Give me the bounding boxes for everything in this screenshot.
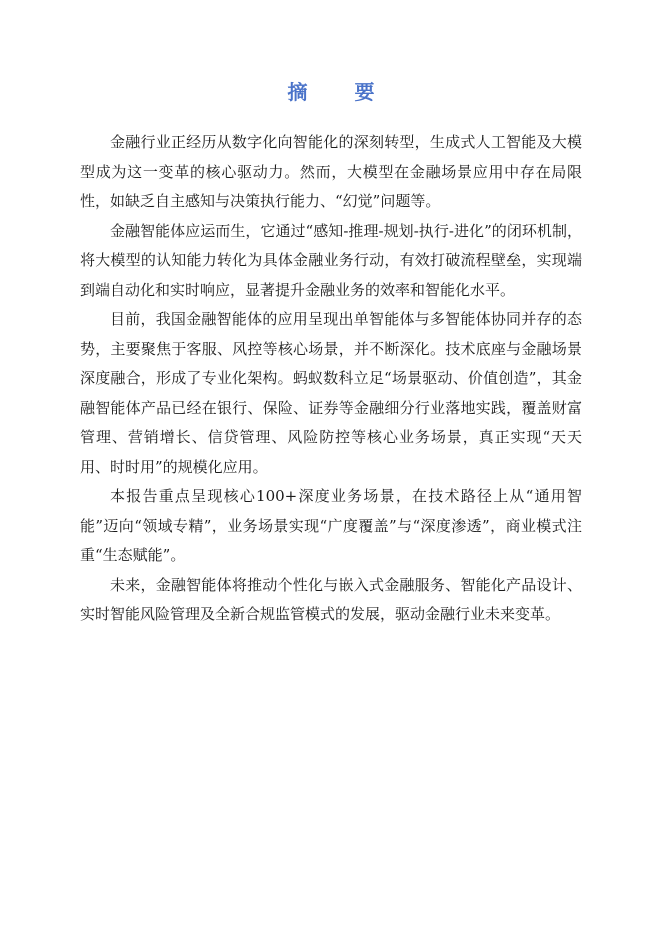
- paragraph-4: 本报告重点呈现核心100+深度业务场景，在技术路径上从“通用智能”迈向“领域专精”，业务场景实现“广度覆盖”与“深度渗透”，商业模式注重“生态赋能”。: [80, 487, 582, 564]
- paragraph-3: 目前，我国金融智能体的应用呈现出单智能体与多智能体协同并存的态势，主要聚焦于客服、风控等核心场景，并不断深化。技术底座与金融场景深度融合，形成了专业化架构。蚂蚁数科立足“场景驱动、价值创造”，其金融智能体产品已经在银行、保险、证券等金融细分行业落地实践，覆盖财富管理、营销增长、信贷管理、风险防控等核心业务场景，真正实现“天天用、时时用”的规模化应用。: [80, 310, 582, 476]
- paragraph-1: 金融行业正经历从数字化向智能化的深刻转型，生成式人工智能及大模型成为这一变革的核心驱动力。然而，大模型在金融场景应用中存在局限性，如缺乏自主感知与决策执行能力、“幻觉”问题等。: [80, 133, 582, 210]
- abstract-body: [80, 128, 582, 630]
- paragraph-2: 金融智能体应运而生，它通过“感知-推理-规划-执行-进化”的闭环机制，将大模型的认知能力转化为具体金融业务行动，有效打破流程壁垒，实现端到端自动化和实时响应，显著提升金融业务的效率和智能化水平。: [80, 221, 582, 299]
- paragraph-5: 未来，金融智能体将推动个性化与嵌入式金融服务、智能化产品设计、实时智能风险管理及全新合规监管模式的发展，驱动金融行业未来变革。: [80, 575, 582, 623]
- abstract-title: 摘 要: [287, 80, 395, 104]
